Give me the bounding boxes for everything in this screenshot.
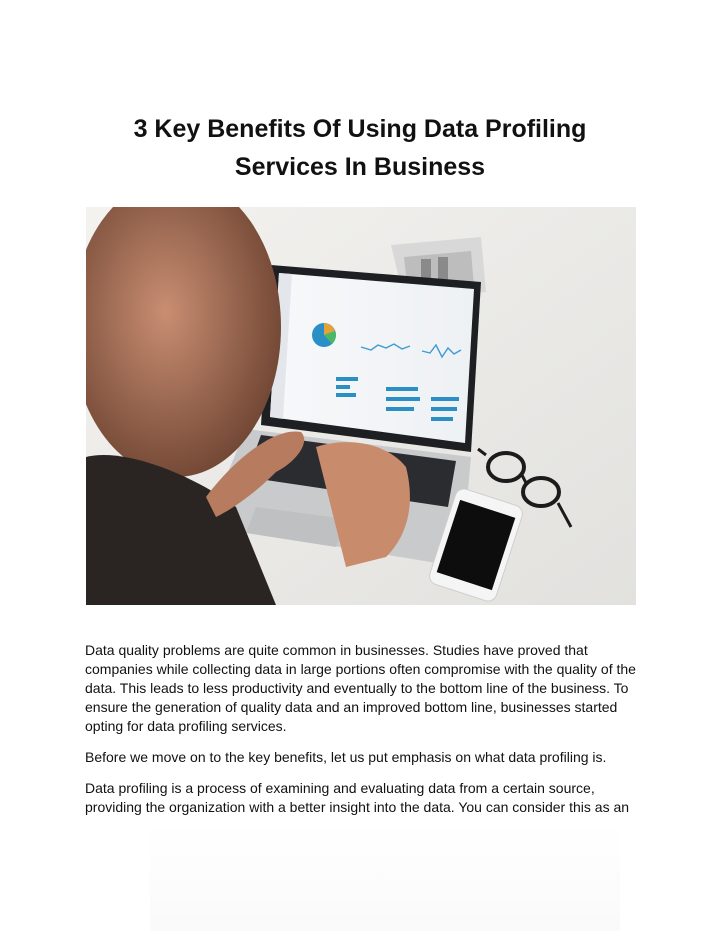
paragraph-3: Data profiling is a process of examining and evaluating data from a certain source, providing the organization with a better insight into the data. You can consider this as an (85, 780, 630, 815)
page-footer-shade (150, 820, 620, 931)
hero-photo (86, 207, 636, 605)
article-body (85, 641, 640, 829)
paragraph-2: Before we move on to the key benefits, let us put emphasis on what data profiling is. (85, 749, 607, 765)
document-title (0, 110, 720, 186)
laptop-photo-illustration (86, 207, 636, 605)
title-line-1: 3 Key Benefits Of Using Data Profiling (133, 115, 587, 143)
paragraph-1: Data quality problems are quite common in businesses. Studies have proved that companies while collecting data in large portions often compromise with the quality of the data. This leads to less productivity and eventually to the bottom line of the business. To ensure the generation of quality data and an improved bottom line, businesses started opting for data profiling services. (85, 642, 636, 734)
title-line-2: Services In Business (234, 153, 486, 181)
